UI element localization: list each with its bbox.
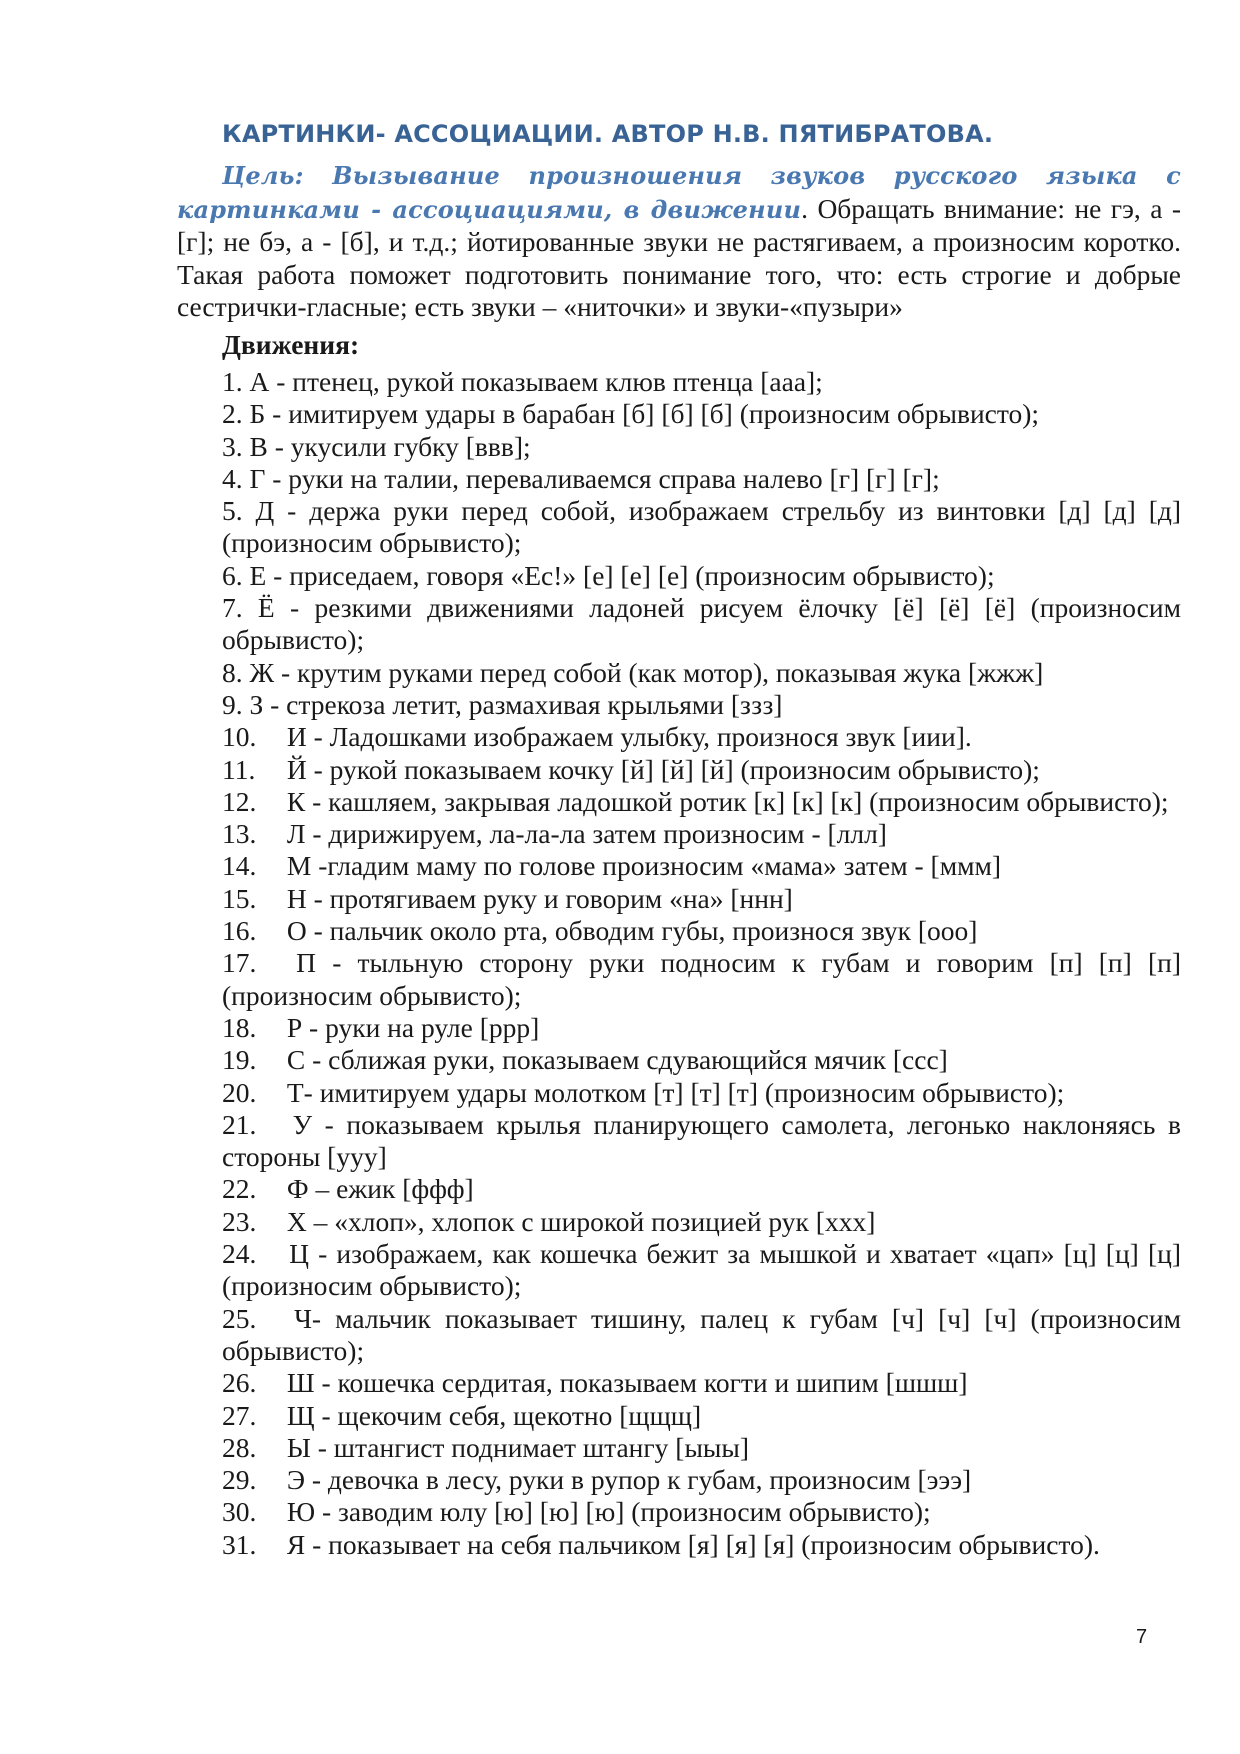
list-item-number: 8. (222, 656, 243, 688)
list-item (222, 1464, 1181, 1496)
list-item-text: Ф – ежик [ффф] (286, 1173, 474, 1205)
list-item-number: 6. (222, 559, 243, 591)
list-item-number: 30. (222, 1496, 257, 1528)
list-item (222, 721, 1181, 753)
list-item-text: Я - показывает на себя пальчиком [я] [я] [я] (произносим обрывисто). (286, 1528, 1100, 1560)
list-item-text: С - сближая руки, показываем сдувающийся мячик [ссс] (286, 1044, 948, 1076)
list-item (222, 398, 1181, 430)
list-item (222, 689, 1181, 721)
list-item-text: Ш - кошечка сердитая, показываем когти и шипим [шшш] (286, 1367, 968, 1399)
list-item-number: 9. (222, 688, 243, 720)
page-number: 7 (1136, 1626, 1148, 1648)
list-item (222, 1206, 1181, 1238)
intro-paragraph (177, 159, 1181, 324)
intro-text: . Обращать внимание: не гэ, а - [г]; не бэ, а - [б], и т.д.; йотированные звуки не растягиваем, а произносим коротко. Такая работа поможет подготовить понимание того, что: есть строгие и добрые сестрички-гласные; есть звуки – «ниточки» и звуки-«пузыри» (177, 192, 1181, 322)
list-item (222, 495, 1181, 560)
list-item-text: Ы - штангист поднимает штангу [ыыы] (286, 1431, 750, 1463)
list-item (222, 818, 1181, 850)
list-item-text: Ж - крутим руками перед собой (как мотор), показывая жука [жжж] (249, 656, 1044, 688)
list-item (222, 1400, 1181, 1432)
list-item-text: М -гладим маму по голове произносим «мама» затем - [ммм] (286, 850, 1002, 882)
list-item-number: 27. (222, 1399, 257, 1431)
list-item-number: 25. (222, 1302, 257, 1334)
list-item-text: Ё - резкими движениями ладоней рисуем ёлочку [ё] [ё] [ё] (произносим обрывисто); (222, 592, 1181, 656)
list-item-number: 17. (222, 947, 257, 979)
list-item-number: 2. (222, 398, 243, 430)
list-item (222, 1077, 1181, 1109)
list-item (222, 560, 1181, 592)
list-item (222, 1303, 1181, 1368)
list-item (222, 592, 1181, 657)
list-item-number: 22. (222, 1173, 257, 1205)
list-item-number: 11. (222, 753, 256, 785)
list-item-text: Й - рукой показываем кочку [й] [й] [й] (произносим обрывисто); (286, 753, 1040, 785)
list-item-number: 7. (222, 592, 243, 624)
list-item-number: 21. (222, 1108, 257, 1140)
list-item-text: Э - девочка в лесу, руки в рупор к губам, произносим [эээ] (286, 1464, 972, 1496)
list-item-number: 28. (222, 1431, 257, 1463)
list-item-number: 19. (222, 1044, 257, 1076)
list-item (222, 947, 1181, 1012)
list-item (222, 1432, 1181, 1464)
list-item-text: А - птенец, рукой показываем клюв птенца [ааа]; (249, 366, 823, 397)
list-item-number: 14. (222, 850, 257, 882)
list-item-text: Г - руки на талии, переваливаемся справа налево [г] [г] [г]; (249, 462, 940, 494)
list-item (222, 1496, 1181, 1528)
list-item-text: К - кашляем, закрывая ладошкой ротик [к] [к] [к] (произносим обрывисто); (286, 785, 1169, 817)
list-item (222, 850, 1181, 882)
list-item (222, 431, 1181, 463)
list-item-text: В - укусили губку [ввв]; (249, 430, 531, 462)
list-item (222, 883, 1181, 915)
list-item-number: 26. (222, 1367, 257, 1399)
list-item-number: 3. (222, 430, 243, 462)
list-item-number: 12. (222, 785, 257, 817)
list-item-number: 31. (222, 1528, 257, 1560)
list-item-text: Р - руки на руле [ррр] (286, 1011, 540, 1043)
list-item-text: У - показываем крылья планирующего самолета, легонько наклоняясь в стороны [ууу] (222, 1108, 1181, 1173)
list-item-number: 15. (222, 882, 257, 914)
page-title: КАРТИНКИ- АССОЦИАЦИИ. АВТОР Н.В. ПЯТИБРАТОВА. (222, 120, 994, 148)
list-item-text: Н - протягиваем руку и говорим «на» [ннн] (286, 882, 793, 914)
movements-list (222, 366, 1181, 1561)
list-item-text: Ю - заводим юлу [ю] [ю] [ю] (произносим обрывисто); (286, 1496, 931, 1528)
list-item (222, 1173, 1181, 1205)
list-item-text: Е - приседаем, говоря «Ес!» [е] [е] [е] (произносим обрывисто); (249, 559, 995, 591)
list-item (222, 657, 1181, 689)
list-item-text: Ч- мальчик показывает тишину, палец к губам [ч] [ч] [ч] (произносим обрывисто); (222, 1302, 1181, 1366)
list-item-number: 16. (222, 915, 257, 947)
list-item (222, 786, 1181, 818)
list-item (222, 754, 1181, 786)
list-item-text: Л - дирижируем, ла-ла-ла затем произносим - [ллл] (286, 818, 887, 850)
list-item (222, 366, 1181, 398)
list-item (222, 463, 1181, 495)
list-item (222, 1012, 1181, 1044)
list-item-number: 24. (222, 1238, 257, 1270)
list-item (222, 1529, 1181, 1561)
list-item-text: Д - держа руки перед собой, изображаем стрельбу из винтовки [д] [д] [д] (произносим обрывисто); (222, 495, 1182, 559)
list-item-text: Б - имитируем удары в барабан [б] [б] [б] (произносим обрывисто); (249, 398, 1040, 430)
list-item-text: Т- имитируем удары молотком [т] [т] [т] (произносим обрывисто); (286, 1076, 1065, 1108)
list-item-number: 20. (222, 1076, 257, 1108)
list-item (222, 915, 1181, 947)
list-item (222, 1367, 1181, 1399)
list-item-text: П - тыльную сторону руки подносим к губам и говорим [п] [п] [п] (произносим обрывисто); (222, 947, 1181, 1011)
list-item-text: З - стрекоза летит, размахивая крыльями [ззз] (249, 688, 783, 720)
list-item-text: Х – «хлоп», хлопок с широкой позицией рук [ххх] (286, 1205, 876, 1237)
list-item-number: 10. (222, 721, 257, 753)
list-item-number: 18. (222, 1011, 257, 1043)
movements-heading: Движения: (222, 329, 360, 360)
list-item-text: Щ - щекочим себя, щекотно [щщщ] (286, 1399, 702, 1431)
list-item-number: 23. (222, 1205, 257, 1237)
list-item-number: 4. (222, 462, 243, 494)
list-item-number: 13. (222, 818, 257, 850)
list-item-text: И - Ладошками изображаем улыбку, произнося звук [иии]. (286, 721, 972, 753)
list-item-number: 5. (222, 495, 243, 527)
list-item-number: 1. (222, 366, 243, 397)
list-item-text: О - пальчик около рта, обводим губы, произнося звук [ооо] (286, 915, 978, 947)
list-item-number: 29. (222, 1464, 257, 1496)
list-item (222, 1044, 1181, 1076)
list-item-text: Ц - изображаем, как кошечка бежит за мышкой и хватает «цап» [ц] [ц] [ц] (произносим обрывисто); (222, 1238, 1181, 1302)
goal-statement: Цель: Вызывание произношения звуков русского языка с картинками - ассоциациями, в движении (177, 161, 1181, 224)
list-item (222, 1109, 1181, 1174)
list-item (222, 1238, 1181, 1303)
